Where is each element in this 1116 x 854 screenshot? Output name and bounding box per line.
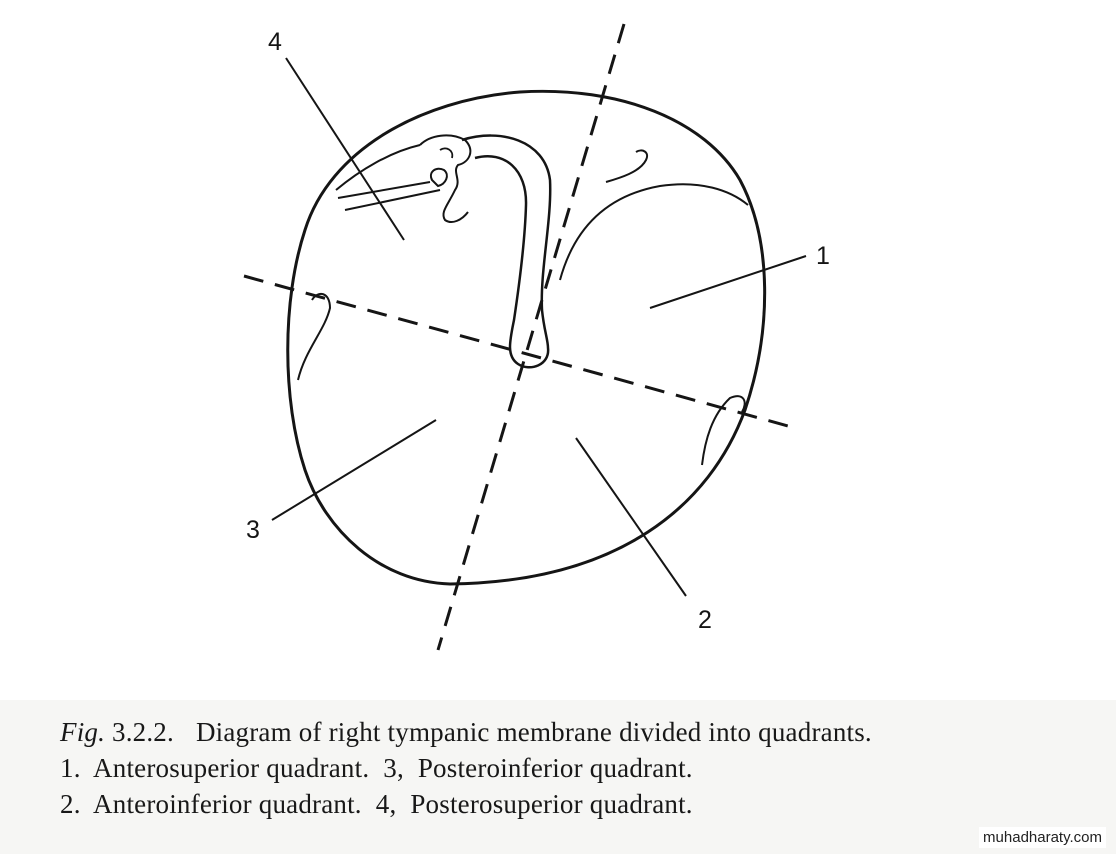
caption-items-line-2 — [60, 786, 1110, 822]
handle-of-malleus — [462, 136, 550, 368]
left-rim-notch — [298, 294, 330, 380]
quadrant-label-4: 4 — [268, 28, 282, 56]
attic-line-lower — [345, 190, 440, 210]
quadrant-label-1: 1 — [816, 242, 830, 270]
figure-caption — [60, 714, 1110, 822]
short-process-hook — [606, 150, 647, 182]
ossicle-detail — [440, 148, 452, 158]
caption-title-line — [60, 714, 1110, 750]
leader-line-4 — [286, 58, 404, 240]
stapes-sketch — [431, 169, 447, 186]
tympanic-membrane-outline — [288, 91, 765, 584]
caption-items-line-1 — [60, 750, 1110, 786]
caption-item-3: 3, Posteroinferior quadrant. — [383, 753, 693, 783]
anterior-malleolar-fold — [560, 184, 748, 280]
caption-item-4: 4, Posterosuperior quadrant. — [375, 789, 693, 819]
figure-reference — [60, 717, 174, 747]
quadrant-label-2: 2 — [698, 606, 712, 634]
fig-prefix: Fig. — [60, 717, 106, 747]
watermark-text: muhadharaty.com — [979, 827, 1106, 848]
fig-title: Diagram of right tympanic membrane divided into quadrants. — [195, 717, 872, 747]
caption-item-2: 2. Anteroinferior quadrant. — [60, 789, 362, 819]
leader-line-1 — [650, 256, 806, 308]
pars-flaccida-line — [336, 145, 420, 190]
quadrant-label-3: 3 — [246, 516, 260, 544]
fig-number: 3.2.2. — [112, 717, 174, 747]
caption-item-1: 1. Anterosuperior quadrant. — [60, 753, 370, 783]
